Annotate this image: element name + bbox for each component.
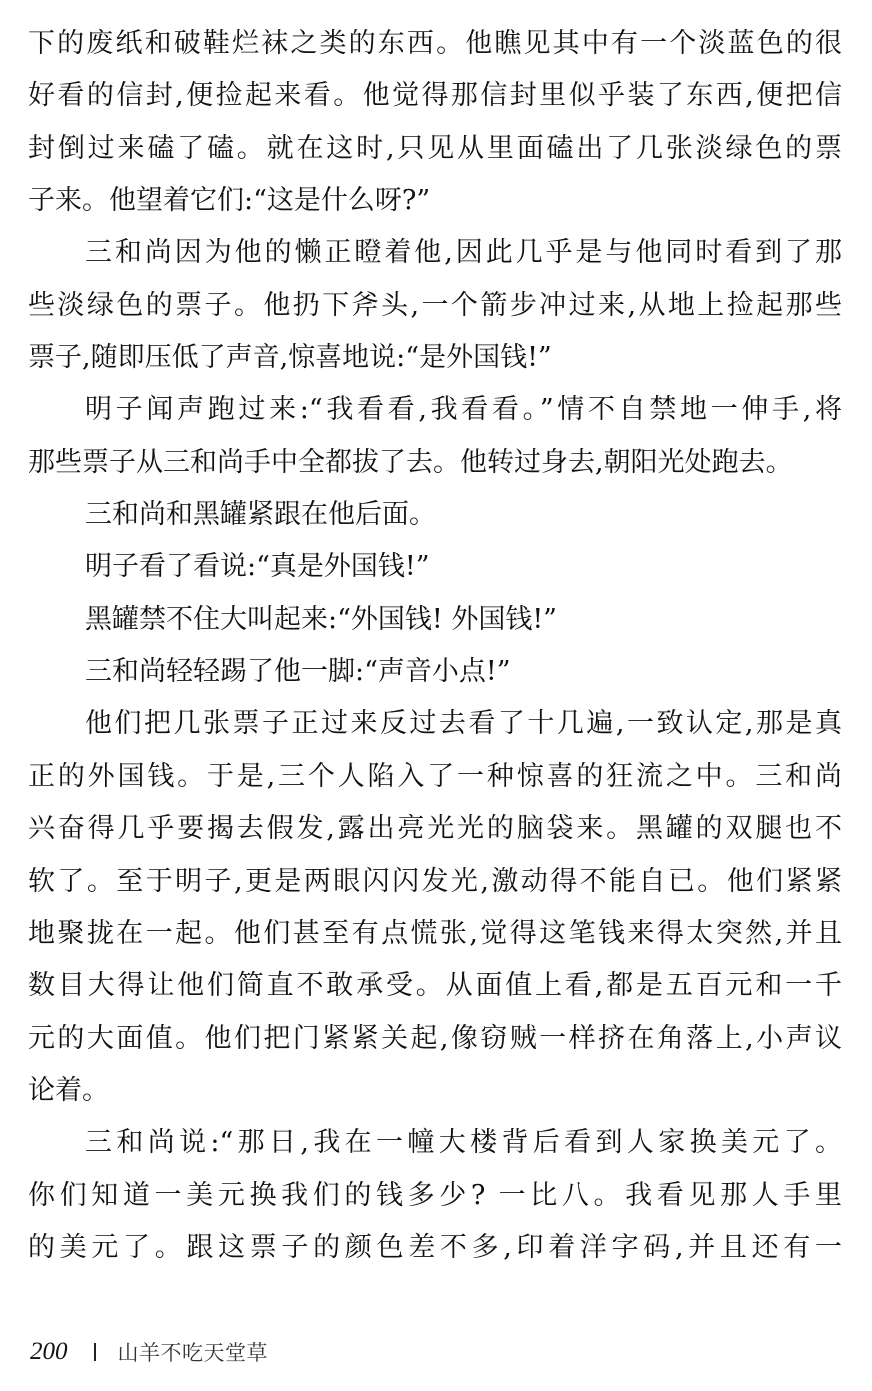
paragraph-start-line: 他们把几张票子正过来反过去看了十几遍,一致认定,那是真	[85, 708, 842, 740]
paragraph-start-line: 三和尚说:“那日,我在一幢大楼背后看到人家换美元了。	[85, 1127, 842, 1159]
text-line: 兴奋得几乎要揭去假发,露出亮光光的脑袋来。黑罐的双腿也不	[28, 813, 842, 845]
paragraph-start-line: 黑罐禁不住大叫起来:“外国钱! 外国钱!”	[85, 603, 557, 635]
paragraph-start-line: 明子看了看说:“真是外国钱!”	[85, 551, 430, 583]
text-line: 的美元了。跟这票子的颜色差不多,印着洋字码,并且还有一	[28, 1231, 842, 1263]
paragraph-start-line: 明子闻声跑过来:“我看看,我看看。”情不自禁地一伸手,将	[85, 394, 842, 426]
text-line: 封倒过来磕了磕。就在这时,只见从里面磕出了几张淡绿色的票	[28, 132, 842, 164]
page-number: 200	[30, 1338, 68, 1365]
text-line: 软了。至于明子,更是两眼闪闪发光,激动得不能自已。他们紧紧	[28, 865, 842, 897]
text-line: 正的外国钱。于是,三个人陷入了一种惊喜的狂流之中。三和尚	[28, 760, 842, 792]
text-line: 那些票子从三和尚手中全都拔了去。他转过身去,朝阳光处跑去。	[28, 446, 793, 478]
text-line: 些淡绿色的票子。他扔下斧头,一个箭步冲过来,从地上捡起那些	[28, 289, 842, 321]
text-line: 地聚拢在一起。他们甚至有点慌张,觉得这笔钱来得太突然,并且	[28, 917, 842, 949]
text-line: 你们知道一美元换我们的钱多少? 一比八。我看见那人手里	[28, 1179, 842, 1211]
text-line: 数目大得让他们简直不敢承受。从面值上看,都是五百元和一千	[28, 970, 842, 1002]
text-line: 元的大面值。他们把门紧紧关起,像窃贼一样挤在角落上,小声议	[28, 1022, 842, 1054]
text-line: 下的废纸和破鞋烂袜之类的东西。他瞧见其中有一个淡蓝色的很	[28, 28, 842, 59]
book-title: 山羊不吃天堂草	[117, 1341, 268, 1365]
text-line: 好看的信封,便捡起来看。他觉得那信封里似乎装了东西,便把信	[28, 80, 842, 112]
page-body	[28, 18, 842, 1274]
paragraph-start-line: 三和尚轻轻踢了他一脚:“声音小点!”	[85, 656, 511, 688]
footer-divider	[94, 1343, 96, 1361]
page-footer	[30, 1336, 268, 1368]
text-line: 论着。	[28, 1074, 109, 1106]
paragraph-start-line: 三和尚因为他的懒正瞪着他,因此几乎是与他同时看到了那	[85, 237, 842, 269]
paragraph-start-line: 三和尚和黑罐紧跟在他后面。	[85, 499, 436, 531]
text-line: 票子,随即压低了声音,惊喜地说:“是外国钱!”	[28, 342, 552, 374]
text-line: 子来。他望着它们:“这是什么呀?”	[28, 185, 431, 217]
